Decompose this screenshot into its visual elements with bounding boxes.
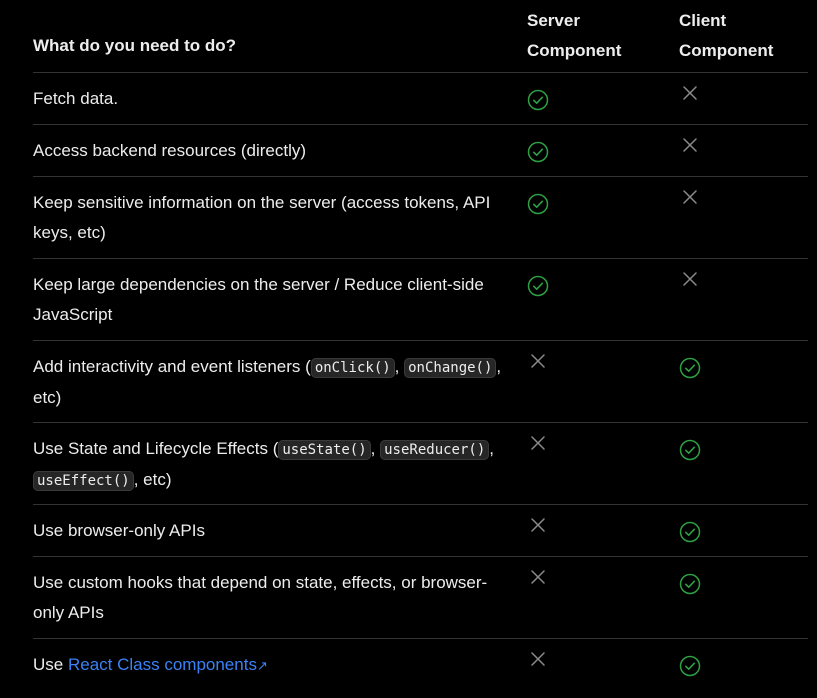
table-row	[33, 73, 808, 125]
code-snippet: useReducer()	[380, 440, 489, 460]
cross-icon	[527, 432, 549, 454]
server-support-cell	[527, 89, 549, 111]
task-text: Keep large dependencies on the server / Reduce client-side JavaScript	[33, 275, 484, 324]
table-row	[33, 341, 808, 423]
task-text: Use	[33, 655, 68, 674]
comparison-table	[33, 0, 808, 690]
cross-icon	[679, 186, 701, 208]
client-support-cell	[679, 439, 701, 461]
server-support-cell	[527, 655, 549, 670]
task-cell	[33, 568, 511, 628]
header-server-component: Server Component	[527, 11, 622, 60]
check-circle-icon	[679, 655, 701, 677]
cross-icon	[679, 82, 701, 104]
task-cell	[33, 650, 511, 681]
cross-icon	[527, 648, 549, 670]
check-circle-icon	[527, 193, 549, 215]
task-cell	[33, 270, 511, 330]
code-snippet: useEffect()	[33, 471, 134, 491]
client-support-cell	[679, 357, 701, 379]
task-text: ,	[370, 439, 381, 458]
code-snippet: useState()	[278, 440, 370, 460]
code-snippet: onChange()	[404, 358, 496, 378]
cross-icon	[527, 514, 549, 536]
table-body	[33, 73, 808, 690]
task-text: ,	[489, 439, 495, 458]
task-text: , etc)	[133, 470, 172, 489]
server-support-cell	[527, 275, 549, 297]
cross-icon	[679, 268, 701, 290]
header-client-component: Client Component	[679, 11, 774, 60]
server-support-cell	[527, 573, 549, 588]
check-circle-icon	[679, 521, 701, 543]
task-text: Add interactivity and event listeners (	[33, 357, 311, 376]
server-support-cell	[527, 357, 549, 372]
header-task: What do you need to do?	[33, 36, 237, 55]
task-text: Use browser-only APIs	[33, 521, 205, 540]
task-text: , etc)	[33, 357, 502, 407]
cross-icon	[527, 350, 549, 372]
check-circle-icon	[527, 141, 549, 163]
task-text: ,	[394, 357, 405, 376]
client-support-cell	[679, 89, 701, 104]
check-circle-icon	[679, 573, 701, 595]
cross-icon	[527, 566, 549, 588]
client-support-cell	[679, 573, 701, 595]
table-row	[33, 423, 808, 505]
react-class-components-link[interactable]: React Class components	[67, 655, 257, 674]
task-cell	[33, 188, 511, 248]
client-support-cell	[679, 275, 701, 290]
server-support-cell	[527, 439, 549, 454]
task-text: Fetch data.	[33, 89, 119, 108]
task-cell	[33, 352, 511, 413]
table-row	[33, 177, 808, 259]
server-support-cell	[527, 141, 549, 163]
task-text: Access backend resources (directly)	[33, 141, 307, 160]
task-cell	[33, 136, 511, 166]
client-support-cell	[679, 521, 701, 543]
table-row	[33, 505, 808, 557]
table-row	[33, 259, 808, 341]
check-circle-icon	[527, 275, 549, 297]
client-support-cell	[679, 193, 701, 208]
client-support-cell	[679, 655, 701, 677]
task-cell	[33, 434, 511, 496]
table-row	[33, 125, 808, 177]
code-snippet: onClick()	[311, 358, 395, 378]
external-link-icon: ↗	[256, 658, 268, 673]
task-text: Use custom hooks that depend on state, effects, or browser-only APIs	[33, 573, 488, 622]
client-support-cell	[679, 141, 701, 156]
table-row	[33, 639, 808, 690]
table-header	[33, 0, 808, 73]
task-text: Use State and Lifecycle Effects (	[33, 439, 279, 458]
server-support-cell	[527, 193, 549, 215]
table-row	[33, 557, 808, 639]
task-cell	[33, 84, 511, 114]
check-circle-icon	[527, 89, 549, 111]
task-text: Keep sensitive information on the server (access tokens, API keys, etc)	[33, 193, 491, 242]
cross-icon	[679, 134, 701, 156]
check-circle-icon	[679, 357, 701, 379]
task-cell	[33, 516, 511, 546]
check-circle-icon	[679, 439, 701, 461]
server-support-cell	[527, 521, 549, 536]
